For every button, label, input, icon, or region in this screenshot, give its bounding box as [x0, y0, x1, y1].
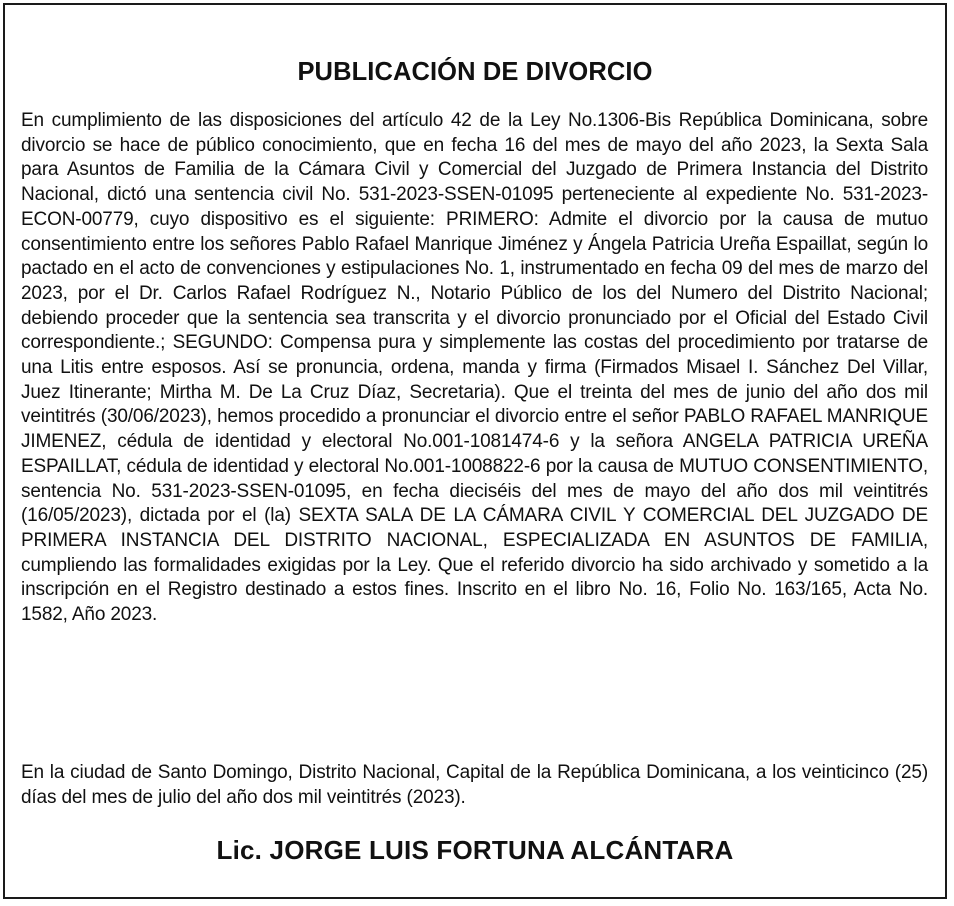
notice-body-paragraph: En cumplimiento de las disposiciones del artículo 42 de la Ley No.1306-Bis República Dominicana, sobre divorcio se hace de público conocimiento, que en fecha 16 del mes de mayo del año 2023, la Sexta Sala para Asuntos de Familia de la Cámara Civil y Comercial del Juzgado de Primera Instancia del Distrito Nacional, dictó una sentencia civil No. 531-2023-SSEN-01095 perteneciente al expediente No. 531-2023-ECON-00779, cuyo dispositivo es el siguiente: PRIMERO: Admite el divorcio por la causa de mutuo consentimiento entre los señores Pablo Rafael Manrique Jiménez y Ángela Patricia Ureña Espaillat, según lo pactado en el acto de convenciones y estipulaciones No. 1, instrumentado en fecha 09 del mes de marzo del 2023, por el Dr. Carlos Rafael Rodríguez N., Notario Público de los del Numero del Distrito Nacional; debiendo proceder que la sentencia sea transcrita y el divorcio pronunciado por el Oficial del Estado Civil correspondiente.; SEGUNDO: Compensa pura y simplemente las costas del procedimiento por tratarse de una Litis entre esposos. Así se pronuncia, ordena, manda y firma (Firmados Misael I. Sánchez Del Villar, Juez Itinerante; Mirtha M. De La Cruz Díaz, Secretaria). Que el treinta del mes de junio del año dos mil veintitrés (30/06/2023), hemos procedido a pronunciar el divorcio entre el señor PABLO RAFAEL MANRIQUE JIMENEZ, cédula de identidad y electoral No.001-1081474-6 y la señora ANGELA PATRICIA UREÑA ESPAILLAT, cédula de identidad y electoral No.001-1008822-6 por la causa de MUTUO CONSENTIMIENTO, sentencia No. 531-2023-SSEN-01095, en fecha dieciséis del mes de mayo del año dos mil veintitrés (16/05/2023), dictada por el (la) SEXTA SALA DE LA CÁMARA CIVIL Y COMERCIAL DEL JUZGADO DE PRIMERA INSTANCIA DEL DISTRITO NACIONAL, ESPECIALIZADA EN ASUNTOS DE FAMILIA, cumpliendo las formalidades exigidas por la Ley. Que el referido divorcio ha sido archivado y sometido a la inscripción en el Registro destinado a estos fines. Inscrito en el libro No. 16, Folio No. 163/165, Acta No. 1582, Año 2023.	[21, 110, 928, 626]
divorce-publication-notice	[3, 3, 947, 899]
signatory-name: Lic. JORGE LUIS FORTUNA ALCÁNTARA	[216, 835, 734, 865]
notice-title: PUBLICACIÓN DE DIVORCIO	[297, 58, 653, 86]
notice-closing-paragraph: En la ciudad de Santo Domingo, Distrito Nacional, Capital de la República Dominicana, a los veinticinco (25) días del mes de julio del año dos mil veintitrés (2023).	[21, 762, 928, 808]
